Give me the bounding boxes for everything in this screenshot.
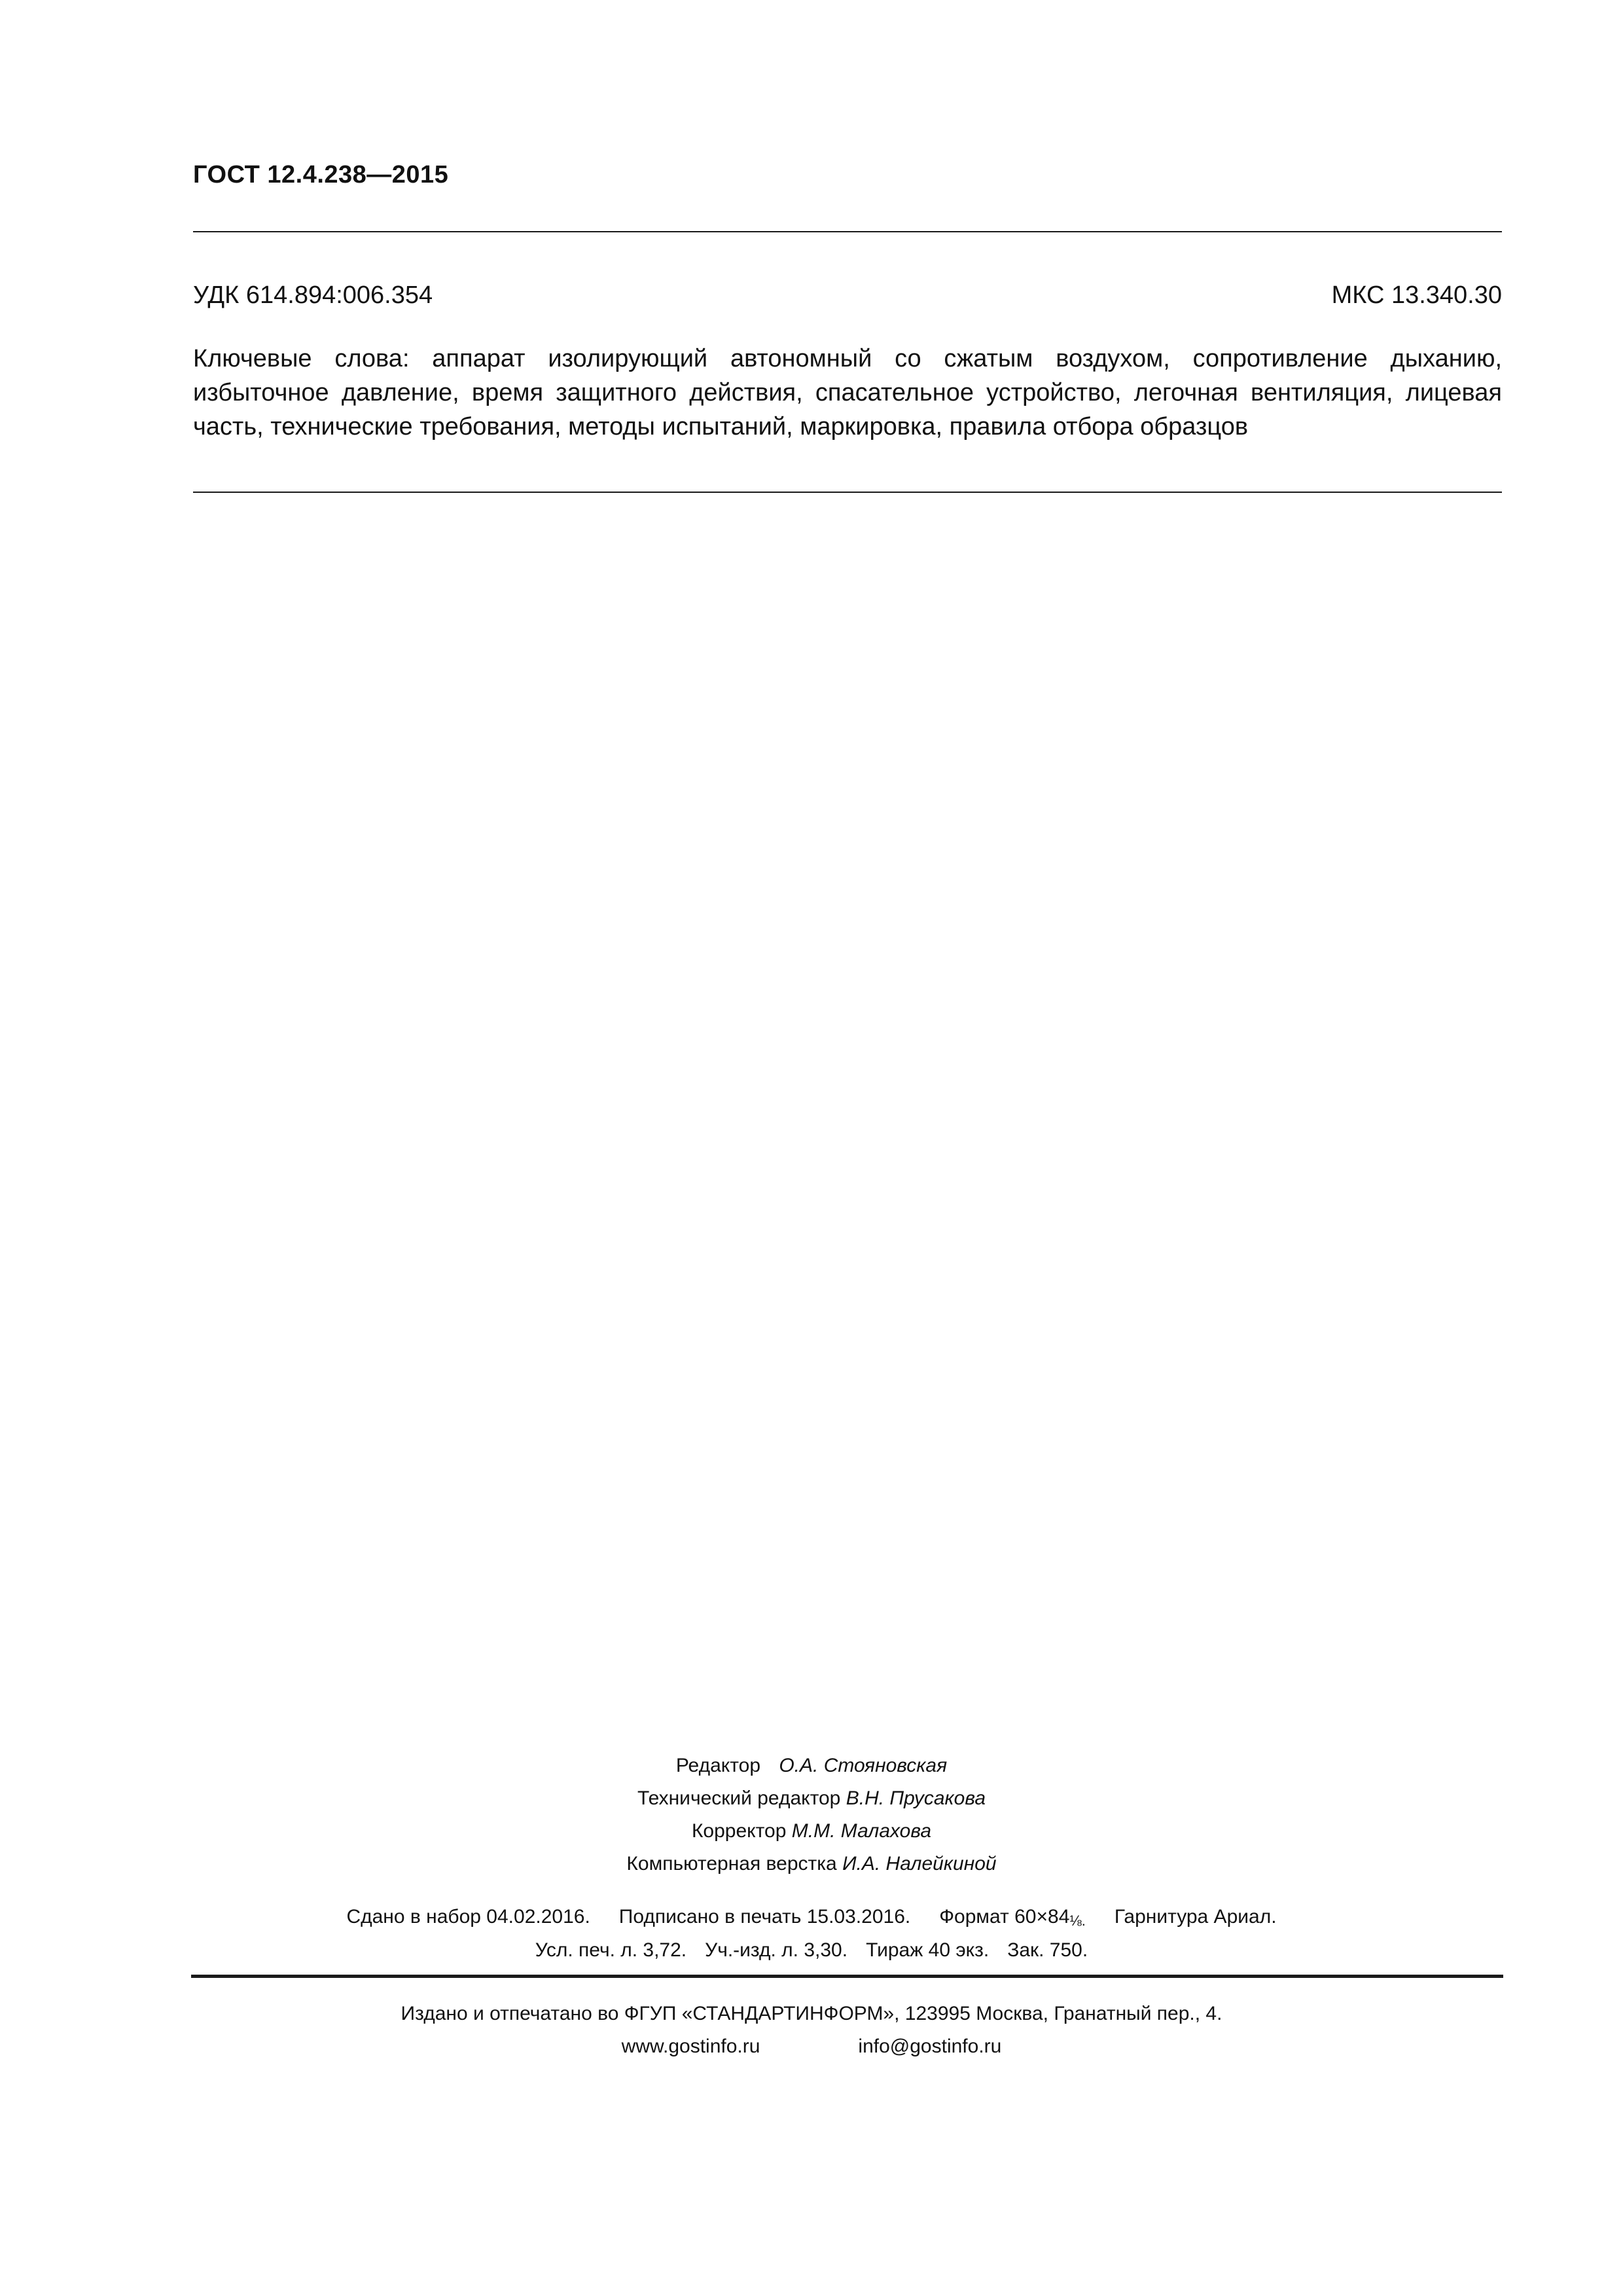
order-number: Зак. 750. — [1007, 1939, 1088, 1961]
paper-format: Формат 60×84 — [939, 1906, 1070, 1928]
website-link[interactable]: www.gostinfo.ru — [621, 2036, 760, 2057]
credit-role: Компьютерная верстка — [626, 1853, 837, 1874]
top-divider — [193, 231, 1502, 232]
credit-person: В.Н. Прусакова — [846, 1787, 986, 1809]
print-info-line-1 — [0, 1902, 1623, 1935]
keywords-divider — [193, 492, 1502, 493]
typeset-date: Сдано в набор 04.02.2016. — [346, 1906, 590, 1928]
publisher-sheets: Уч.-изд. л. 3,30. — [705, 1939, 848, 1961]
signed-date: Подписано в печать 15.03.2016. — [618, 1906, 911, 1928]
standard-code: ГОСТ 12.4.238—2015 — [193, 161, 449, 188]
printed-sheets: Усл. печ. л. 3,72. — [535, 1939, 687, 1961]
publisher-contacts — [0, 2030, 1623, 2063]
credit-role: Технический редактор — [637, 1787, 841, 1809]
print-info-block — [0, 1902, 1623, 1965]
print-info-line-2 — [0, 1935, 1623, 1965]
credit-person: М.М. Малахова — [791, 1820, 932, 1842]
credit-line-proofreader — [0, 1815, 1623, 1848]
email-link[interactable]: info@gostinfo.ru — [858, 2036, 1002, 2057]
credit-role: Редактор — [675, 1755, 760, 1776]
credit-line-editor — [0, 1749, 1623, 1782]
circulation: Тираж 40 экз. — [866, 1939, 990, 1961]
credit-line-layout — [0, 1848, 1623, 1880]
typeface: Гарнитура Ариал. — [1114, 1906, 1277, 1928]
keywords-paragraph: Ключевые слова: аппарат изолирующий автономный со сжатым воздухом, сопротивление дыханию, избыточное давление, время защитного действия, спасательное устройство, легочная вентиляция, лицевая часть, технические требования, методы испытаний, маркировка, правила отбора образцов — [193, 345, 1502, 440]
udk-code: УДК 614.894:006.354 — [193, 281, 433, 309]
publisher-block — [0, 1998, 1623, 2063]
credit-role: Корректор — [691, 1820, 787, 1842]
mks-code: МКС 13.340.30 — [1331, 281, 1502, 309]
credits-block — [0, 1749, 1623, 1880]
credit-person: О.А. Стояновская — [779, 1755, 948, 1776]
credit-person: И.А. Налейкиной — [842, 1853, 997, 1874]
bottom-divider — [191, 1975, 1503, 1978]
publisher-line: Издано и отпечатано во ФГУП «СТАНДАРТИНФОРМ», 123995 Москва, Гранатный пер., 4. — [401, 2003, 1222, 2024]
paper-format-fraction: ⅛. — [1069, 1912, 1086, 1929]
credit-line-tech-editor — [0, 1782, 1623, 1815]
